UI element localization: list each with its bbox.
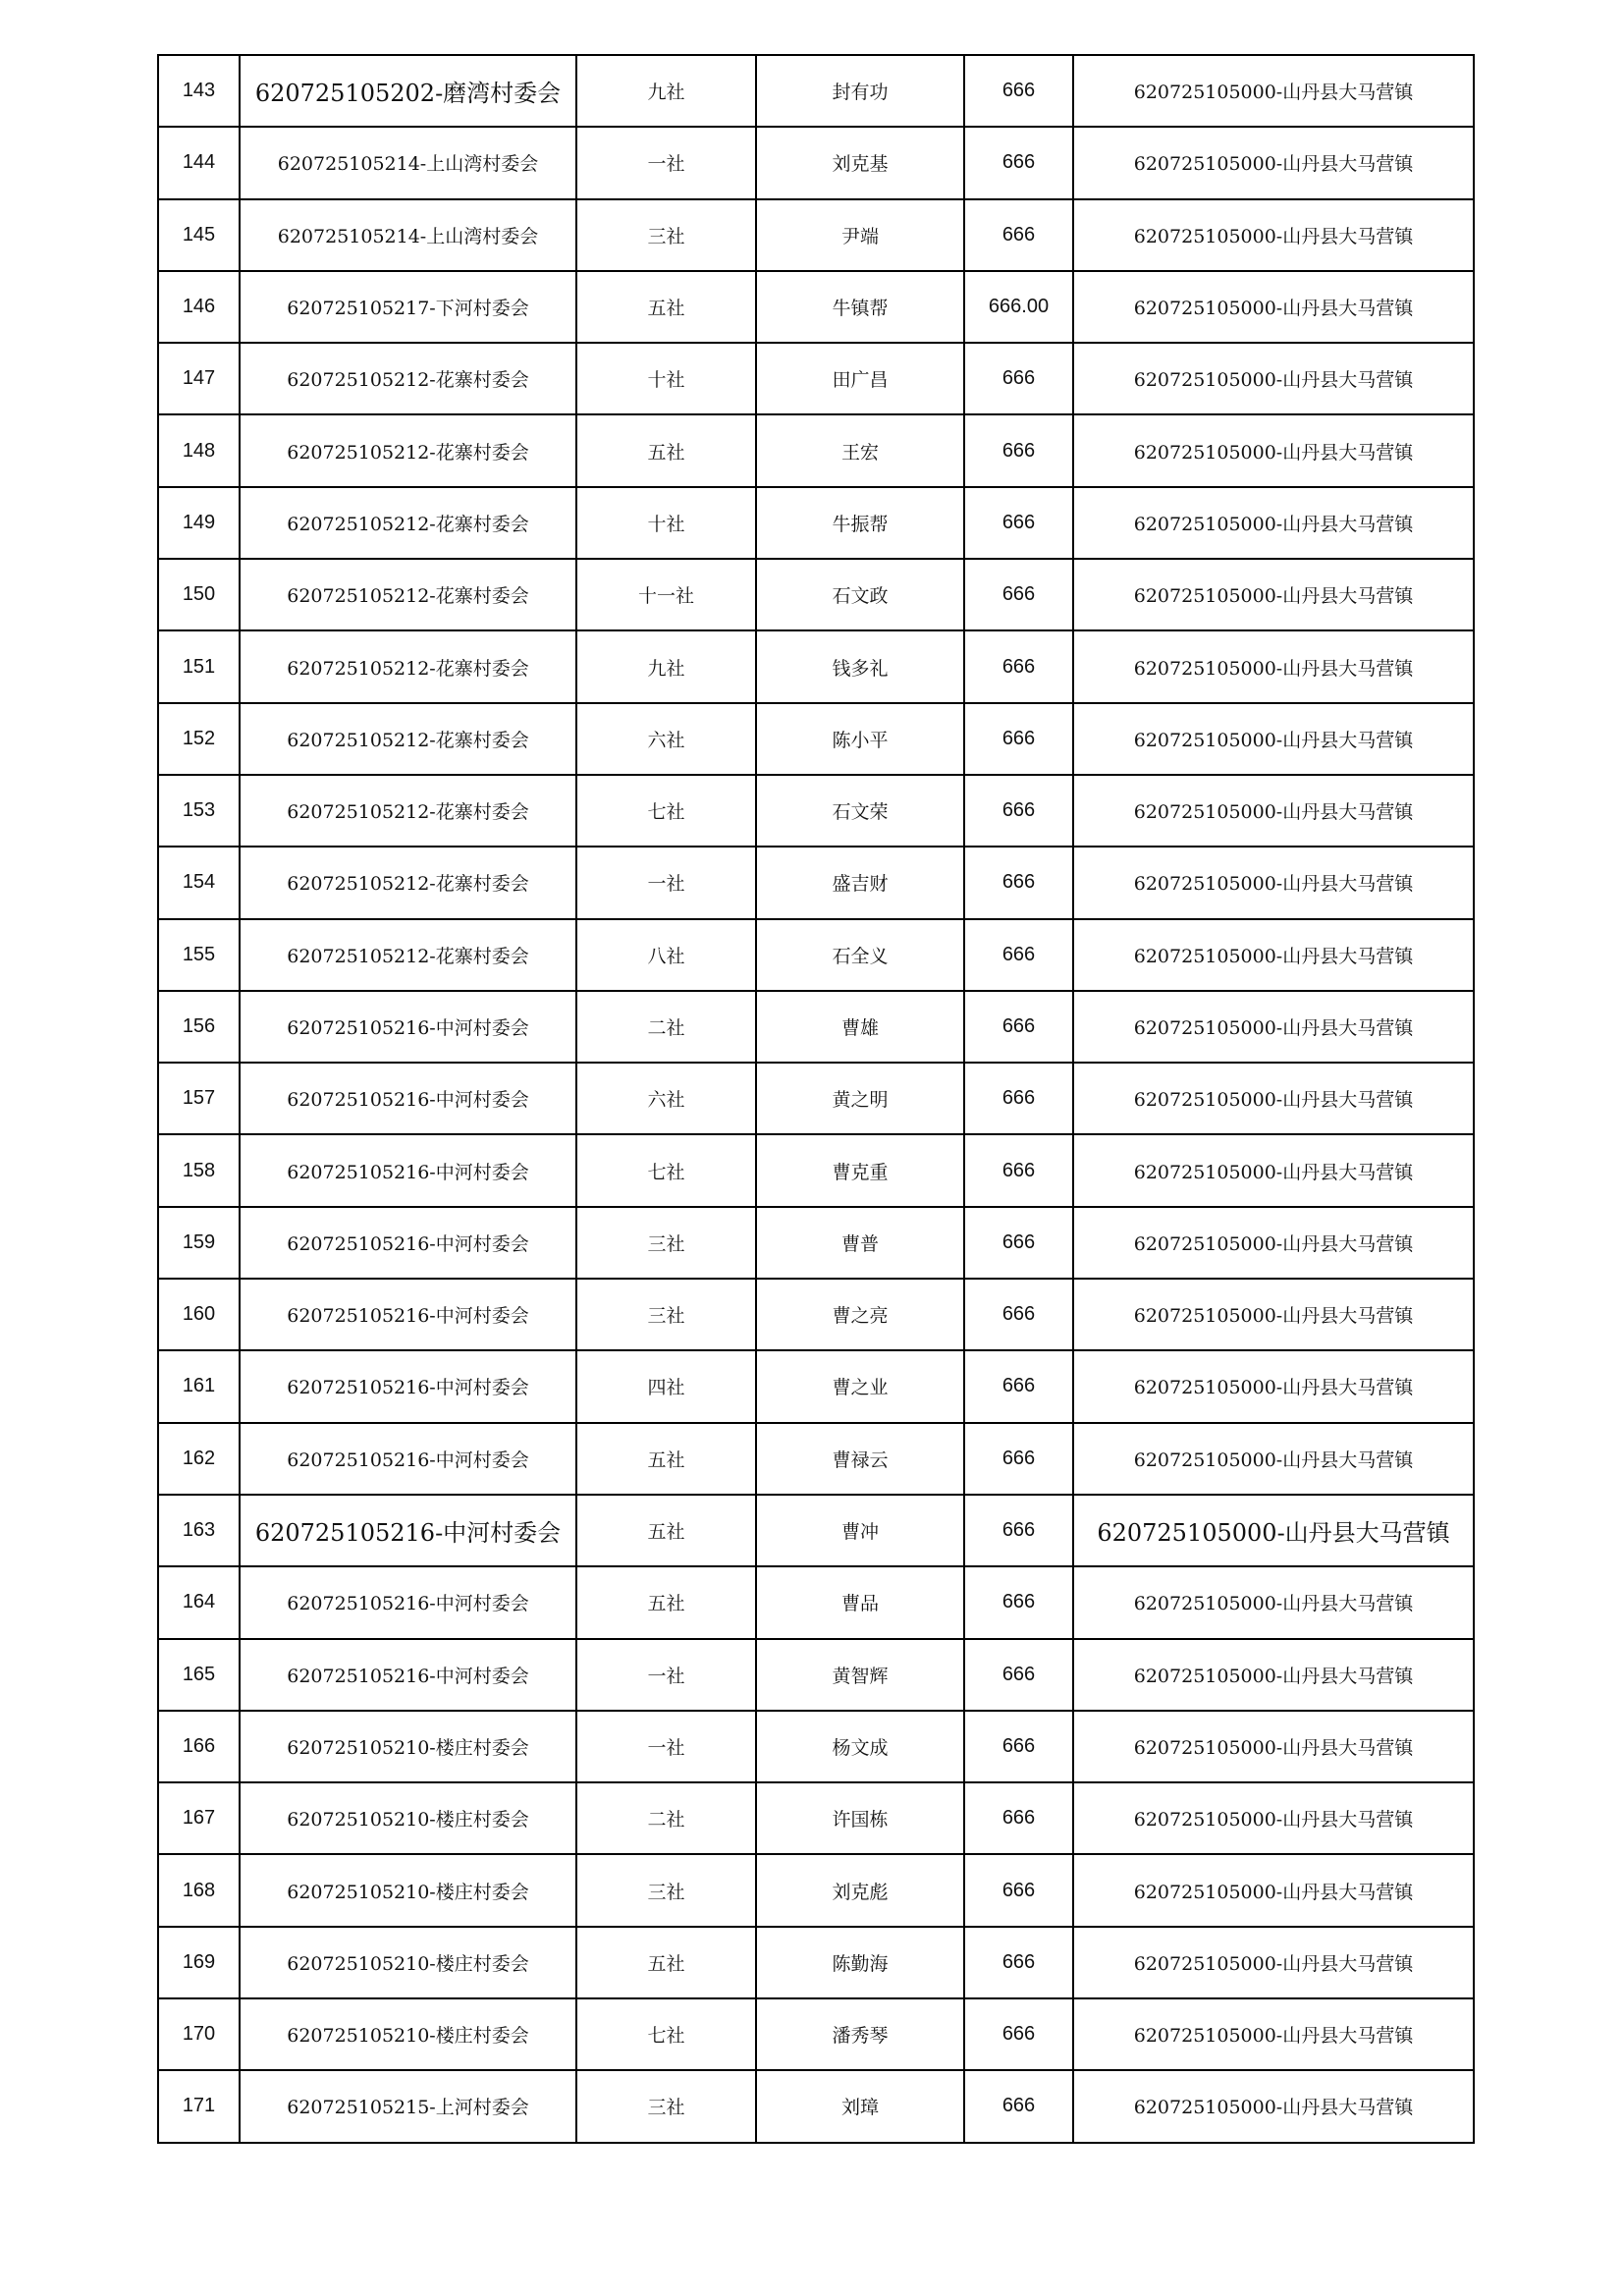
village-cell: 620725105216-中河村委会 (240, 1063, 576, 1134)
table-body (158, 55, 1474, 2143)
amount-cell: 666 (964, 919, 1073, 991)
row-number-cell: 143 (158, 55, 240, 127)
group-cell: 七社 (576, 1998, 756, 2070)
town-cell: 620725105000-山丹县大马营镇 (1073, 1639, 1474, 1711)
group-cell: 四社 (576, 1350, 756, 1422)
table-row (158, 919, 1474, 991)
group-cell: 八社 (576, 919, 756, 991)
town-cell: 620725105000-山丹县大马营镇 (1073, 127, 1474, 198)
group-cell: 三社 (576, 1207, 756, 1279)
group-cell: 二社 (576, 1782, 756, 1854)
table-row (158, 1423, 1474, 1495)
table-row (158, 630, 1474, 702)
amount-cell: 666 (964, 127, 1073, 198)
table-row (158, 703, 1474, 775)
town-cell: 620725105000-山丹县大马营镇 (1073, 1854, 1474, 1926)
group-cell: 五社 (576, 271, 756, 343)
name-cell: 王宏 (756, 414, 964, 486)
table-row (158, 414, 1474, 486)
row-number-cell: 159 (158, 1207, 240, 1279)
name-cell: 曹禄云 (756, 1423, 964, 1495)
row-number-cell: 161 (158, 1350, 240, 1422)
name-cell: 曹之业 (756, 1350, 964, 1422)
amount-cell: 666 (964, 1279, 1073, 1350)
amount-cell: 666 (964, 1998, 1073, 2070)
row-number-cell: 162 (158, 1423, 240, 1495)
name-cell: 黄之明 (756, 1063, 964, 1134)
name-cell: 刘克基 (756, 127, 964, 198)
village-cell: 620725105216-中河村委会 (240, 1134, 576, 1206)
name-cell: 陈小平 (756, 703, 964, 775)
name-cell: 石全义 (756, 919, 964, 991)
group-cell: 七社 (576, 775, 756, 847)
group-cell: 三社 (576, 1279, 756, 1350)
row-number-cell: 160 (158, 1279, 240, 1350)
name-cell: 潘秀琴 (756, 1998, 964, 2070)
row-number-cell: 156 (158, 991, 240, 1063)
village-cell: 620725105216-中河村委会 (240, 1495, 576, 1566)
table-row (158, 199, 1474, 271)
group-cell: 一社 (576, 127, 756, 198)
row-number-cell: 152 (158, 703, 240, 775)
row-number-cell: 147 (158, 343, 240, 414)
amount-cell: 666 (964, 1711, 1073, 1782)
village-cell: 620725105212-花寨村委会 (240, 487, 576, 559)
town-cell: 620725105000-山丹县大马营镇 (1073, 991, 1474, 1063)
amount-cell: 666 (964, 1207, 1073, 1279)
name-cell: 曹雄 (756, 991, 964, 1063)
table-row (158, 1639, 1474, 1711)
group-cell: 十一社 (576, 559, 756, 630)
amount-cell: 666 (964, 199, 1073, 271)
table-row (158, 991, 1474, 1063)
name-cell: 钱多礼 (756, 630, 964, 702)
village-cell: 620725105202-磨湾村委会 (240, 55, 576, 127)
table-row (158, 343, 1474, 414)
village-cell: 620725105212-花寨村委会 (240, 919, 576, 991)
town-cell: 620725105000-山丹县大马营镇 (1073, 343, 1474, 414)
town-cell: 620725105000-山丹县大马营镇 (1073, 630, 1474, 702)
village-cell: 620725105210-楼庄村委会 (240, 1711, 576, 1782)
group-cell: 五社 (576, 1423, 756, 1495)
amount-cell: 666 (964, 1423, 1073, 1495)
amount-cell: 666 (964, 55, 1073, 127)
town-cell: 620725105000-山丹县大马营镇 (1073, 414, 1474, 486)
village-cell: 620725105216-中河村委会 (240, 1423, 576, 1495)
table-row (158, 55, 1474, 127)
table-row (158, 1782, 1474, 1854)
name-cell: 许国栋 (756, 1782, 964, 1854)
name-cell: 曹品 (756, 1566, 964, 1638)
town-cell: 620725105000-山丹县大马营镇 (1073, 1279, 1474, 1350)
amount-cell: 666 (964, 559, 1073, 630)
town-cell: 620725105000-山丹县大马营镇 (1073, 559, 1474, 630)
table-row (158, 1063, 1474, 1134)
group-cell: 七社 (576, 1134, 756, 1206)
town-cell: 620725105000-山丹县大马营镇 (1073, 55, 1474, 127)
row-number-cell: 164 (158, 1566, 240, 1638)
row-number-cell: 157 (158, 1063, 240, 1134)
name-cell: 陈勤海 (756, 1927, 964, 1998)
town-cell: 620725105000-山丹县大马营镇 (1073, 1927, 1474, 1998)
amount-cell: 666 (964, 1639, 1073, 1711)
name-cell: 牛振帮 (756, 487, 964, 559)
name-cell: 田广昌 (756, 343, 964, 414)
village-cell: 620725105214-上山湾村委会 (240, 199, 576, 271)
amount-cell: 666 (964, 991, 1073, 1063)
name-cell: 石文荣 (756, 775, 964, 847)
row-number-cell: 170 (158, 1998, 240, 2070)
row-number-cell: 158 (158, 1134, 240, 1206)
village-cell: 620725105212-花寨村委会 (240, 775, 576, 847)
table-row (158, 1711, 1474, 1782)
table-row (158, 1350, 1474, 1422)
row-number-cell: 154 (158, 847, 240, 918)
town-cell: 620725105000-山丹县大马营镇 (1073, 1998, 1474, 2070)
table-row (158, 1998, 1474, 2070)
village-cell: 620725105210-楼庄村委会 (240, 1927, 576, 1998)
town-cell: 620725105000-山丹县大马营镇 (1073, 1495, 1474, 1566)
name-cell: 曹普 (756, 1207, 964, 1279)
amount-cell: 666 (964, 1854, 1073, 1926)
table-row (158, 487, 1474, 559)
group-cell: 五社 (576, 1566, 756, 1638)
amount-cell: 666 (964, 1566, 1073, 1638)
village-cell: 620725105210-楼庄村委会 (240, 1782, 576, 1854)
name-cell: 牛镇帮 (756, 271, 964, 343)
group-cell: 二社 (576, 991, 756, 1063)
village-cell: 620725105216-中河村委会 (240, 1279, 576, 1350)
row-number-cell: 167 (158, 1782, 240, 1854)
town-cell: 620725105000-山丹县大马营镇 (1073, 1134, 1474, 1206)
town-cell: 620725105000-山丹县大马营镇 (1073, 487, 1474, 559)
town-cell: 620725105000-山丹县大马营镇 (1073, 919, 1474, 991)
row-number-cell: 150 (158, 559, 240, 630)
name-cell: 曹之亮 (756, 1279, 964, 1350)
row-number-cell: 148 (158, 414, 240, 486)
village-cell: 620725105216-中河村委会 (240, 1207, 576, 1279)
group-cell: 五社 (576, 1495, 756, 1566)
row-number-cell: 171 (158, 2070, 240, 2142)
village-cell: 620725105214-上山湾村委会 (240, 127, 576, 198)
village-cell: 620725105216-中河村委会 (240, 1350, 576, 1422)
name-cell: 尹端 (756, 199, 964, 271)
name-cell: 黄智辉 (756, 1639, 964, 1711)
group-cell: 九社 (576, 55, 756, 127)
amount-cell: 666 (964, 775, 1073, 847)
town-cell: 620725105000-山丹县大马营镇 (1073, 1207, 1474, 1279)
name-cell: 曹冲 (756, 1495, 964, 1566)
amount-cell: 666 (964, 2070, 1073, 2142)
town-cell: 620725105000-山丹县大马营镇 (1073, 1423, 1474, 1495)
group-cell: 十社 (576, 487, 756, 559)
table-row (158, 2070, 1474, 2142)
amount-cell: 666 (964, 1495, 1073, 1566)
village-cell: 620725105212-花寨村委会 (240, 559, 576, 630)
row-number-cell: 151 (158, 630, 240, 702)
town-cell: 620725105000-山丹县大马营镇 (1073, 2070, 1474, 2142)
town-cell: 620725105000-山丹县大马营镇 (1073, 1711, 1474, 1782)
town-cell: 620725105000-山丹县大马营镇 (1073, 1063, 1474, 1134)
row-number-cell: 168 (158, 1854, 240, 1926)
name-cell: 封有功 (756, 55, 964, 127)
table-row (158, 1854, 1474, 1926)
town-cell: 620725105000-山丹县大马营镇 (1073, 1350, 1474, 1422)
amount-cell: 666 (964, 487, 1073, 559)
row-number-cell: 149 (158, 487, 240, 559)
name-cell: 曹克重 (756, 1134, 964, 1206)
row-number-cell: 155 (158, 919, 240, 991)
name-cell: 石文政 (756, 559, 964, 630)
town-cell: 620725105000-山丹县大马营镇 (1073, 703, 1474, 775)
group-cell: 五社 (576, 1927, 756, 1998)
row-number-cell: 169 (158, 1927, 240, 1998)
amount-cell: 666 (964, 1063, 1073, 1134)
amount-cell: 666 (964, 343, 1073, 414)
village-cell: 620725105212-花寨村委会 (240, 847, 576, 918)
row-number-cell: 153 (158, 775, 240, 847)
village-cell: 620725105217-下河村委会 (240, 271, 576, 343)
village-cell: 620725105216-中河村委会 (240, 1639, 576, 1711)
row-number-cell: 145 (158, 199, 240, 271)
row-number-cell: 146 (158, 271, 240, 343)
group-cell: 三社 (576, 1854, 756, 1926)
village-cell: 620725105212-花寨村委会 (240, 630, 576, 702)
name-cell: 刘璋 (756, 2070, 964, 2142)
table-row (158, 559, 1474, 630)
amount-cell: 666 (964, 703, 1073, 775)
table-row (158, 1495, 1474, 1566)
subsidy-table (157, 54, 1475, 2144)
row-number-cell: 166 (158, 1711, 240, 1782)
group-cell: 一社 (576, 1639, 756, 1711)
group-cell: 一社 (576, 1711, 756, 1782)
table-row (158, 847, 1474, 918)
town-cell: 620725105000-山丹县大马营镇 (1073, 271, 1474, 343)
group-cell: 五社 (576, 414, 756, 486)
table-row (158, 775, 1474, 847)
table-row (158, 271, 1474, 343)
village-cell: 620725105212-花寨村委会 (240, 703, 576, 775)
village-cell: 620725105210-楼庄村委会 (240, 1854, 576, 1926)
row-number-cell: 163 (158, 1495, 240, 1566)
group-cell: 六社 (576, 703, 756, 775)
amount-cell: 666 (964, 1927, 1073, 1998)
amount-cell: 666 (964, 847, 1073, 918)
group-cell: 六社 (576, 1063, 756, 1134)
table-row (158, 1134, 1474, 1206)
town-cell: 620725105000-山丹县大马营镇 (1073, 775, 1474, 847)
village-cell: 620725105210-楼庄村委会 (240, 1998, 576, 2070)
village-cell: 620725105216-中河村委会 (240, 991, 576, 1063)
table-row (158, 1927, 1474, 1998)
group-cell: 三社 (576, 199, 756, 271)
village-cell: 620725105216-中河村委会 (240, 1566, 576, 1638)
town-cell: 620725105000-山丹县大马营镇 (1073, 199, 1474, 271)
town-cell: 620725105000-山丹县大马营镇 (1073, 847, 1474, 918)
name-cell: 刘克彪 (756, 1854, 964, 1926)
amount-cell: 666 (964, 1782, 1073, 1854)
village-cell: 620725105215-上河村委会 (240, 2070, 576, 2142)
amount-cell: 666 (964, 1134, 1073, 1206)
village-cell: 620725105212-花寨村委会 (240, 414, 576, 486)
amount-cell: 666 (964, 1350, 1073, 1422)
amount-cell: 666 (964, 414, 1073, 486)
town-cell: 620725105000-山丹县大马营镇 (1073, 1566, 1474, 1638)
village-cell: 620725105212-花寨村委会 (240, 343, 576, 414)
group-cell: 三社 (576, 2070, 756, 2142)
row-number-cell: 144 (158, 127, 240, 198)
name-cell: 盛吉财 (756, 847, 964, 918)
group-cell: 十社 (576, 343, 756, 414)
table-row (158, 1279, 1474, 1350)
amount-cell: 666.00 (964, 271, 1073, 343)
table-row (158, 1207, 1474, 1279)
group-cell: 九社 (576, 630, 756, 702)
group-cell: 一社 (576, 847, 756, 918)
table-row (158, 127, 1474, 198)
amount-cell: 666 (964, 630, 1073, 702)
table-row (158, 1566, 1474, 1638)
name-cell: 杨文成 (756, 1711, 964, 1782)
row-number-cell: 165 (158, 1639, 240, 1711)
town-cell: 620725105000-山丹县大马营镇 (1073, 1782, 1474, 1854)
